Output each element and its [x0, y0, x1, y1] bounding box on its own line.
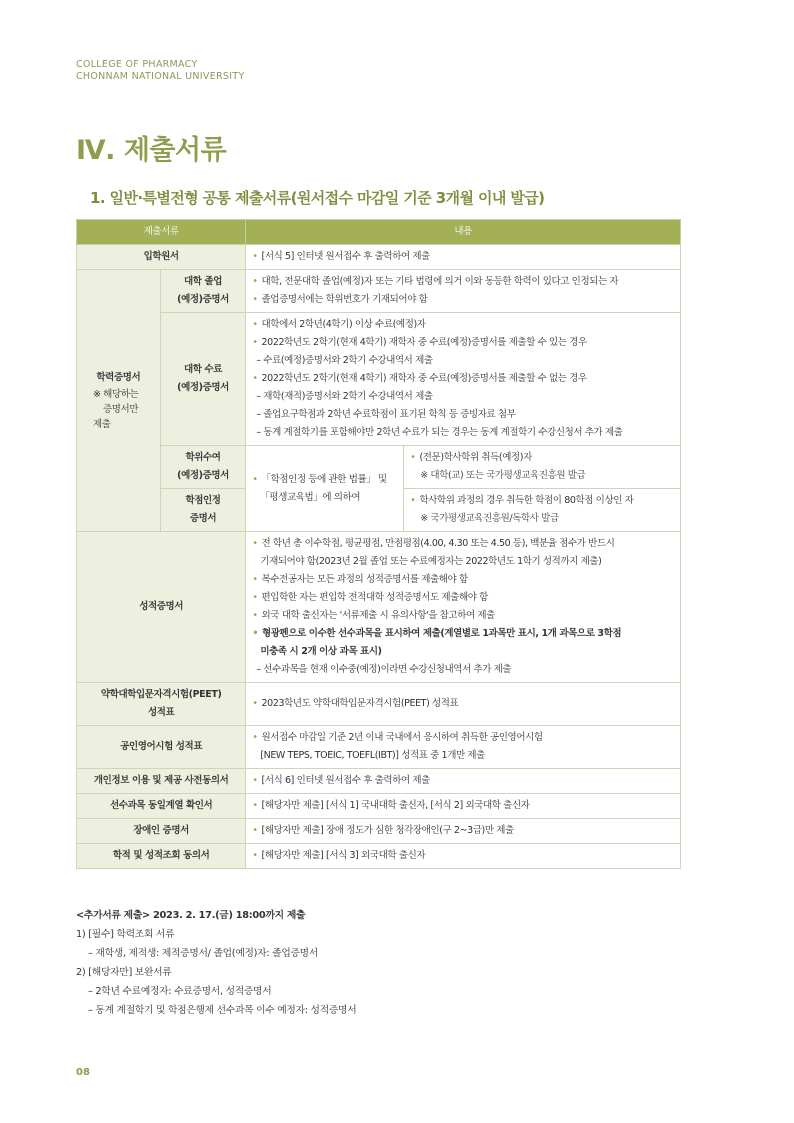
table-row — [77, 769, 681, 794]
peet-label: 약학대학입문자격시험(PEET) 성적표 — [77, 683, 246, 726]
additional-title: <추가서류 제출> 2023. 2. 17.(금) 18:00까지 제출 — [76, 910, 306, 921]
peet-content: • 2023학년도 약학대학입문자격시험(PEET) 성적표 — [246, 683, 681, 726]
completion-content: • 대학에서 2학년(4학기) 이상 수료(예정)자 • 2022학년도 2학기(현재 4학기) 재학자 중 수료(예정)증명서를 제출할 수 있는 경우 – 수료(예정)증명서와 2학기 수강내역서 제출 • 2022학년도 2학기(현재 4학기) 재학자 중 수료(예정)증명서를 제출할 수 없는 경우 – 재학(재적)증명서와 2학기 수강내역서 제출 – 졸업요구학점과 2학년 수료학점이 표기된 학칙 등 증빙자료 첨부 – 동계 계절학기를 포함해야만 2학년 수료가 되는 경우는 동계 계절학기 수강신청서 추가 제출 — [246, 313, 681, 446]
graduation-label: 대학 졸업 (예정)증명서 — [160, 270, 246, 313]
additional-subitem: – 재학생, 제적생: 제적증명서/ 졸업(예정)자: 졸업증명서 — [88, 948, 318, 959]
table-header-row — [77, 220, 681, 245]
table-row — [77, 446, 681, 489]
additional-item: 1) [필수] 학력조회 서류 — [76, 929, 175, 940]
completion-label: 대학 수료 (예정)증명서 — [160, 313, 246, 446]
disability-content: • [해당자만 제출] 장애 정도가 심한 청각장애인(구 2~3급)만 제출 — [246, 819, 681, 844]
prereq-label: 선수과목 동일계열 확인서 — [77, 794, 246, 819]
table-row — [77, 726, 681, 769]
header-line-1: COLLEGE OF PHARMACY — [76, 59, 198, 70]
additional-subitem: – 동계 계절학기 및 학점은행제 선수과목 이수 예정자: 성적증명서 — [88, 1005, 357, 1016]
header-documents: 제출서류 — [77, 220, 246, 245]
degree-note: ※ 해당하는 증명서만 제출 — [93, 389, 139, 430]
row-label: 입학원서 — [77, 245, 246, 270]
graduation-content: • 대학, 전문대학 졸업(예정)자 또는 기타 법령에 의거 이와 동등한 학력이 있다고 인정되는 자 • 졸업증명서에는 학위번호가 기재되어야 함 — [246, 270, 681, 313]
privacy-label: 개인정보 이용 및 제공 사전동의서 — [77, 769, 246, 794]
table-row — [77, 844, 681, 869]
documents-table — [76, 219, 681, 869]
table-row — [77, 245, 681, 270]
privacy-content: • [서식 6] 인터넷 원서접수 후 출력하여 제출 — [246, 769, 681, 794]
table-row — [77, 313, 681, 446]
table-row — [77, 270, 681, 313]
section-title: Ⅳ. 제출서류 — [76, 135, 227, 166]
english-label: 공인영어시험 성적표 — [77, 726, 246, 769]
records-label: 학적 및 성적조회 동의서 — [77, 844, 246, 869]
row-content — [246, 245, 681, 270]
bullet-line: • [서식 5] 인터넷 원서접수 후 출력하여 제출 — [252, 248, 674, 266]
table-row — [77, 819, 681, 844]
page-number: 08 — [76, 1067, 90, 1078]
prereq-content: • [해당자만 제출] [서식 1] 국내대학 출신자, [서식 2] 외국대학 출신자 — [246, 794, 681, 819]
table-row — [77, 532, 681, 683]
records-content: • [해당자만 제출] [서식 3] 외국대학 출신자 — [246, 844, 681, 869]
sub-title: 1. 일반·특별전형 공통 제출서류(원서접수 마감일 기준 3개월 이내 발급) — [90, 189, 545, 207]
disability-label: 장애인 증명서 — [77, 819, 246, 844]
credit-recognition-label: 학점인정 증명서 — [160, 489, 246, 532]
english-content: • 원서접수 마감일 기준 2년 이내 국내에서 응시하여 취득한 공인영어시험 [NEW TEPS, TOEIC, TOEFL(IBT)] 성적표 중 1개만 제출 — [246, 726, 681, 769]
header-line-2: CHONNAM NATIONAL UNIVERSITY — [76, 71, 245, 82]
credit-content: • 학사학위 과정의 경우 취득한 학점이 80학점 이상인 자 ※ 국가평생교육진흥원/독학사 발급 — [404, 489, 681, 532]
degree-label: 학력증명서 ※ 해당하는 증명서만 제출 — [77, 270, 161, 532]
conferral-content: • (전문)학사학위 취득(예정)자 ※ 대학(교) 또는 국가평생교육진흥원 발급 — [404, 446, 681, 489]
transcript-content: • 전 학년 총 이수학점, 평균평점, 만점평점(4.00, 4.30 또는 4.50 등), 백분율 점수가 반드시 기재되어야 함(2023년 2월 졸업 또는 수료예정자는 2022학년도 1학기 성적까지 제출) • 복수전공자는 모든 과정의 성적증명서를 제출해야 함 • 편입학한 자는 편입학 전적대학 성적증명서도 제출해야 함 • 외국 대학 출신자는 '서류제출 시 유의사항'을 참고하여 제출 • 형광펜으로 이수한 선수과목을 표시하여 제출(계열별로 1과목만 표시, 1개 과목으로 3학점 미충족 시 2개 이상 과목 표시) – 선수과목을 현재 이수중(예정)이라면 수강신청내역서 추가 제출 — [246, 532, 681, 683]
additional-documents — [76, 906, 356, 1020]
additional-subitem: – 2학년 수료예정자: 수료증명서, 성적증명서 — [88, 986, 272, 997]
table-row — [77, 794, 681, 819]
degree-conferral-label: 학위수여 (예정)증명서 — [160, 446, 246, 489]
law-content: • 「학점인정 등에 관한 법률」 및 「평생교육법」에 의하여 — [246, 446, 404, 532]
table-row — [77, 683, 681, 726]
college-header — [76, 59, 245, 83]
additional-item: 2) [해당자만] 보완서류 — [76, 967, 172, 978]
transcript-label: 성적증명서 — [77, 532, 246, 683]
header-content: 내용 — [246, 220, 681, 245]
